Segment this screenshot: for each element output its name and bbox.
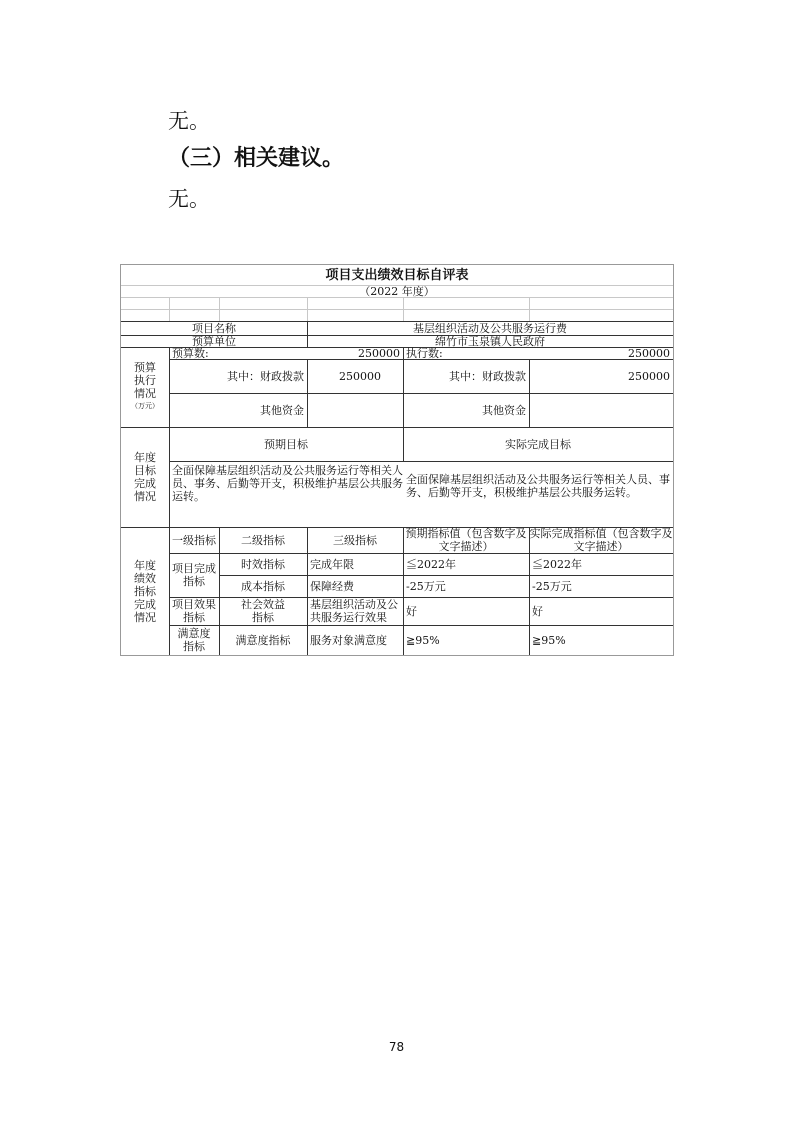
header-level1: 一级指标 [172,533,216,547]
row-actual: -25万元 [532,579,572,593]
row-level2: 时效指标 [241,557,285,571]
fiscal-exec-value: 250000 [628,369,670,383]
budget-amount-label: 预算数: [172,346,209,360]
row-expected: 好 [406,604,417,618]
grid-line [403,297,404,321]
exec-amount-label: 执行数: [406,346,443,360]
grid-line [529,297,530,321]
project-name-label: 项目名称 [192,321,236,335]
table-year: （2022 年度） [359,284,435,298]
paragraph-none-2: 无。 [168,187,210,211]
budget-unit-note: （万元） [131,402,159,410]
fiscal-budget-value: 250000 [339,369,381,383]
table-title: 项目支出绩效目标自评表 [325,267,469,283]
paragraph-none-1: 无。 [168,109,210,133]
grid-line [169,297,170,321]
row-actual: 好 [532,604,543,618]
header-level2: 二级指标 [241,533,285,547]
grid-line [121,309,673,310]
fiscal-label-budget: 其中：财政拨款 [227,369,304,383]
header-expected: 预期指标值（包含数字及文字描述） [405,527,527,553]
budget-unit-label: 预算单位 [192,334,236,348]
row-actual: ≦2022年 [532,557,582,571]
row-actual: ≧95% [532,633,566,647]
row-level1: 项目完成指标 [172,562,216,588]
grid-line [307,297,308,321]
exec-amount-value: 250000 [628,346,670,360]
row-level1: 满意度指标 [177,627,211,653]
row-expected: ≦2022年 [406,557,456,571]
row-expected: -25万元 [406,579,446,593]
fiscal-label-exec: 其中：财政拨款 [449,369,526,383]
page-number: 78 [388,1040,405,1054]
row-level3: 完成年限 [310,557,354,571]
actual-goal-text: 全面保障基层组织活动及公共服务运行等相关人员、事务、后勤等开支，积极维护基层公共服务运转。 [406,473,670,499]
budget-amount-value: 250000 [358,346,400,360]
project-name-value: 基层组织活动及公共服务运行费 [413,321,567,335]
budget-unit-value: 绵竹市玉泉镇人民政府 [435,334,545,348]
expected-goal-text: 全面保障基层组织活动及公共服务运行等相关人员、事务、后勤等开支，积极维护基层公共服务运转。 [172,464,403,503]
header-actual: 实际完成指标值（包含数字及文字描述） [529,527,673,553]
row-level1: 项目效果指标 [172,598,216,624]
row-level2: 满意度指标 [235,633,291,647]
expected-goal-header: 预期目标 [264,437,308,451]
grid-line [219,297,220,321]
annual-goal-section-label: 年度目标完成情况 [134,451,156,503]
section-heading-suggestions: （三）相关建议。 [168,146,345,171]
row-level2: 成本指标 [241,579,285,593]
other-funds-label-exec: 其他资金 [482,403,526,417]
row-level3: 保障经费 [310,579,354,593]
budget-exec-section-label: 预算执行情况 [134,361,156,400]
other-funds-label-budget: 其他资金 [260,403,304,417]
indicator-section-label: 年度绩效指标完成情况 [134,558,156,624]
actual-goal-header: 实际完成目标 [505,437,571,451]
row-level3: 基层组织活动及公共服务运行效果 [310,598,398,624]
row-level2: 社会效益指标 [241,598,285,624]
performance-self-evaluation-table [120,264,674,656]
row-level3: 服务对象满意度 [310,633,387,647]
row-expected: ≧95% [406,633,440,647]
header-level3: 三级指标 [333,533,377,547]
